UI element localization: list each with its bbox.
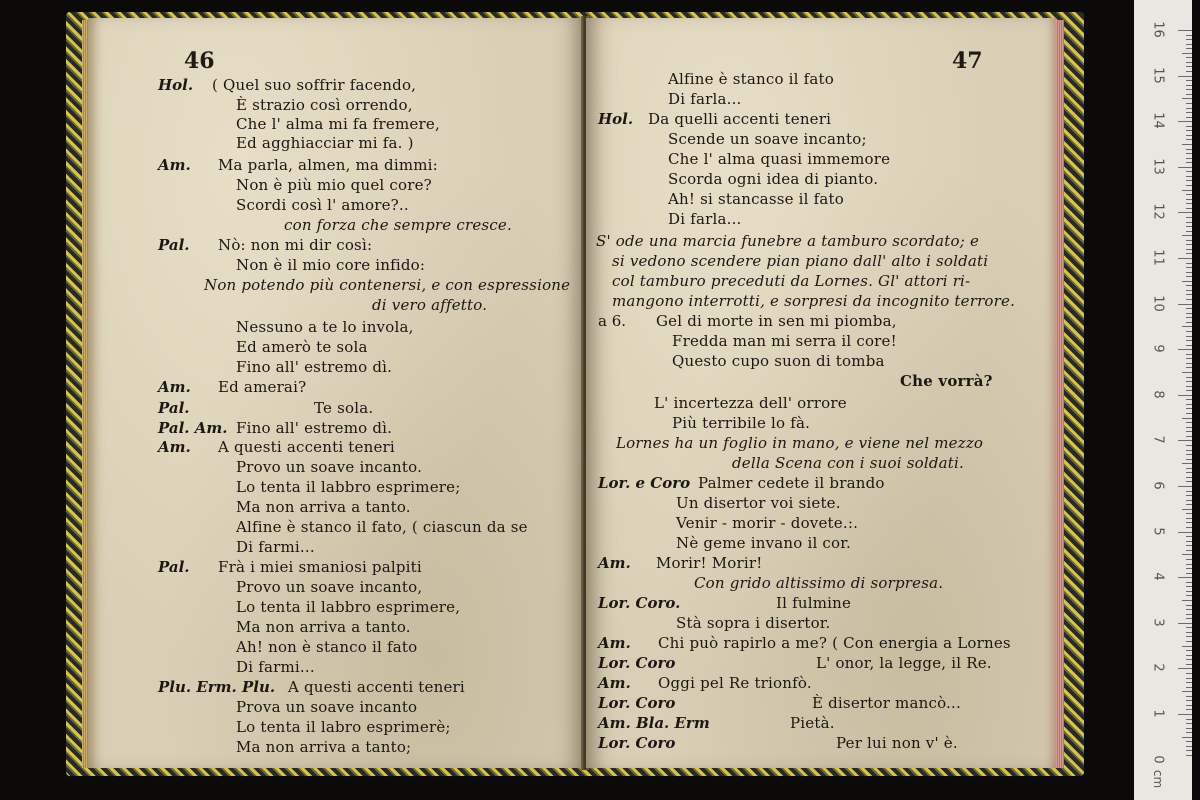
speaker-label: Lor. Coro bbox=[598, 654, 676, 672]
verse-line: Il fulmine bbox=[776, 594, 852, 612]
verse-line: mangono interrotti, e sorpresi da incognito terrore. bbox=[612, 292, 1016, 310]
verse-line: Venir - morir - dovete.:. bbox=[676, 514, 859, 532]
ruler-tick bbox=[1186, 586, 1192, 587]
ruler-tick bbox=[1186, 559, 1192, 560]
ruler-tick bbox=[1186, 518, 1192, 519]
ruler-tick bbox=[1186, 117, 1192, 118]
ruler-number: 13 bbox=[1150, 158, 1166, 175]
ruler-tick bbox=[1182, 463, 1192, 464]
ruler-tick bbox=[1186, 705, 1192, 706]
ruler-tick bbox=[1186, 340, 1192, 341]
ruler-tick bbox=[1186, 317, 1192, 318]
ruler-tick bbox=[1186, 673, 1192, 674]
ruler-tick bbox=[1186, 550, 1192, 551]
ruler-tick bbox=[1186, 381, 1192, 382]
ruler-tick bbox=[1178, 349, 1192, 350]
ruler-tick bbox=[1186, 696, 1192, 697]
verse-line: A questi accenti teneri bbox=[218, 438, 395, 456]
verse-line: Lo tenta il labbro esprimere, bbox=[236, 598, 461, 616]
verse-line: Nò: non mi dir così: bbox=[218, 236, 373, 254]
verse-line: Di farla... bbox=[668, 90, 742, 108]
ruler-tick bbox=[1186, 408, 1192, 409]
ruler-tick bbox=[1186, 564, 1192, 565]
ruler-number: 6 bbox=[1150, 481, 1166, 490]
ruler-tick bbox=[1186, 632, 1192, 633]
ruler-tick bbox=[1182, 646, 1192, 647]
ruler-tick bbox=[1186, 377, 1192, 378]
verse-line: Prova un soave incanto bbox=[236, 698, 418, 716]
ruler-tick bbox=[1186, 582, 1192, 583]
ruler-tick bbox=[1178, 486, 1192, 487]
ruler-tick bbox=[1186, 746, 1192, 747]
ruler-tick bbox=[1186, 354, 1192, 355]
verse-line: Da quelli accenti teneri bbox=[648, 110, 832, 128]
verse-line: Ed agghiacciar mi fa. ) bbox=[236, 134, 414, 152]
left-page bbox=[88, 18, 584, 768]
ruler-tick bbox=[1186, 568, 1192, 569]
speaker-label: Lor. e Coro bbox=[598, 474, 691, 492]
verse-line: Di farmi... bbox=[236, 538, 315, 556]
ruler-tick bbox=[1186, 313, 1192, 314]
speaker-label: Pal. bbox=[158, 558, 190, 576]
ruler-tick bbox=[1182, 737, 1192, 738]
ruler-tick bbox=[1186, 185, 1192, 186]
ruler-tick bbox=[1186, 345, 1192, 346]
ruler-tick bbox=[1186, 445, 1192, 446]
verse-line: Non potendo più contenersi, e con espressione bbox=[204, 276, 571, 294]
ruler-tick bbox=[1186, 664, 1192, 665]
ruler-tick bbox=[1186, 208, 1192, 209]
speaker-label: Lor. Coro bbox=[598, 694, 676, 712]
verse-line: col tamburo preceduti da Lornes. Gl' attori ri- bbox=[612, 272, 971, 290]
verse-line: Lo tenta il labbro esprimere; bbox=[236, 478, 461, 496]
speaker-label: Am. bbox=[598, 674, 631, 692]
ruler-tick bbox=[1186, 231, 1192, 232]
ruler-tick bbox=[1186, 48, 1192, 49]
ruler-number: 1 bbox=[1150, 709, 1166, 718]
verse-line: Morir! Morir! bbox=[656, 554, 763, 572]
ruler-tick bbox=[1186, 71, 1192, 72]
ruler-tick bbox=[1186, 436, 1192, 437]
ruler-tick bbox=[1186, 130, 1192, 131]
ruler-tick bbox=[1186, 290, 1192, 291]
verse-line: Alfine è stanco il fato bbox=[668, 70, 834, 88]
ruler-tick bbox=[1186, 527, 1192, 528]
ruler-tick bbox=[1186, 126, 1192, 127]
ruler-tick bbox=[1186, 240, 1192, 241]
verse-line: Ah! si stancasse il fato bbox=[668, 190, 844, 208]
ruler-number: 16 bbox=[1150, 21, 1166, 38]
speaker-label: a 6. bbox=[598, 312, 627, 330]
verse-line: Ma parla, almen, ma dimmi: bbox=[218, 156, 438, 174]
ruler-tick bbox=[1186, 427, 1192, 428]
ruler-tick bbox=[1186, 149, 1192, 150]
ruler-tick bbox=[1186, 450, 1192, 451]
verse-line: Ma non arriva a tanto. bbox=[236, 498, 411, 516]
ruler-tick bbox=[1186, 285, 1192, 286]
verse-line: Fredda man mi serra il core! bbox=[672, 332, 897, 350]
ruler-tick bbox=[1178, 532, 1192, 533]
ruler-number: 0 bbox=[1150, 754, 1166, 764]
ruler-tick bbox=[1186, 591, 1192, 592]
ruler-tick bbox=[1178, 714, 1192, 715]
speaker-label: Am. bbox=[158, 438, 191, 456]
ruler-tick bbox=[1186, 728, 1192, 729]
ruler-tick bbox=[1186, 358, 1192, 359]
ruler-number: 9 bbox=[1150, 344, 1166, 353]
verse-line: ( Quel suo soffrir facendo, bbox=[212, 76, 417, 94]
measuring-ruler bbox=[1134, 0, 1192, 800]
verse-line: Non è più mio quel core? bbox=[236, 176, 432, 194]
ruler-tick bbox=[1186, 481, 1192, 482]
ruler-number: 10 bbox=[1150, 294, 1166, 312]
ruler-tick bbox=[1186, 605, 1192, 606]
ruler-tick bbox=[1186, 66, 1192, 67]
right-page bbox=[586, 18, 1056, 768]
ruler-tick bbox=[1186, 153, 1192, 154]
ruler-tick bbox=[1186, 404, 1192, 405]
ruler-tick bbox=[1186, 222, 1192, 223]
verse-line: Di farla... bbox=[668, 210, 742, 228]
verse-line: della Scena con i suoi soldati. bbox=[732, 454, 964, 472]
ruler-tick bbox=[1186, 650, 1192, 651]
ruler-tick bbox=[1186, 495, 1192, 496]
ruler-number: 8 bbox=[1150, 390, 1166, 399]
ruler-tick bbox=[1186, 44, 1192, 45]
ruler-tick bbox=[1186, 399, 1192, 400]
ruler-number: 11 bbox=[1150, 249, 1166, 266]
ruler-tick bbox=[1186, 573, 1192, 574]
ruler-tick bbox=[1186, 477, 1192, 478]
ruler-tick bbox=[1182, 372, 1192, 373]
ruler-tick bbox=[1186, 627, 1192, 628]
verse-line: Frà i miei smaniosi palpiti bbox=[218, 558, 422, 576]
ruler-tick bbox=[1186, 545, 1192, 546]
ruler-tick bbox=[1186, 162, 1192, 163]
ruler-tick bbox=[1186, 636, 1192, 637]
verse-line: Che l' alma quasi immemore bbox=[668, 150, 891, 168]
ruler-tick bbox=[1186, 541, 1192, 542]
ruler-tick bbox=[1186, 659, 1192, 660]
ruler-tick bbox=[1178, 623, 1192, 624]
verse-line: L' incertezza dell' orrore bbox=[654, 394, 847, 412]
ruler-tick bbox=[1186, 504, 1192, 505]
speaker-label: Am. bbox=[158, 156, 191, 174]
verse-line: con forza che sempre cresce. bbox=[284, 216, 512, 234]
verse-line: Che vorrà? bbox=[900, 372, 993, 390]
ruler-tick bbox=[1186, 294, 1192, 295]
ruler-tick bbox=[1186, 272, 1192, 273]
ruler-tick bbox=[1186, 459, 1192, 460]
ruler-tick bbox=[1186, 700, 1192, 701]
ruler-tick bbox=[1186, 39, 1192, 40]
verse-line: Te sola. bbox=[314, 399, 374, 417]
verse-line: Ma non arriva a tanto; bbox=[236, 738, 412, 756]
ruler-tick bbox=[1186, 678, 1192, 679]
ruler-tick bbox=[1178, 668, 1192, 669]
verse-line: Stà sopra i disertor. bbox=[676, 614, 831, 632]
verse-line: Fino all' estremo dì. bbox=[236, 358, 393, 376]
ruler-tick bbox=[1178, 76, 1192, 77]
ruler-tick bbox=[1186, 139, 1192, 140]
verse-line: Scordi così l' amore?.. bbox=[236, 196, 409, 214]
ruler-tick bbox=[1186, 57, 1192, 58]
ruler-tick bbox=[1182, 190, 1192, 191]
speaker-label: Pal. Am. bbox=[158, 419, 228, 437]
verse-line: Provo un soave incanto, bbox=[236, 578, 423, 596]
ruler-tick bbox=[1178, 167, 1192, 168]
ruler-tick bbox=[1186, 253, 1192, 254]
ruler-tick bbox=[1186, 363, 1192, 364]
ruler-number: 4 bbox=[1150, 572, 1166, 581]
verse-line: Lo tenta il labro esprimerè; bbox=[236, 718, 451, 736]
left-page-number: 46 bbox=[184, 48, 215, 74]
verse-line: Per lui non v' è. bbox=[836, 734, 958, 752]
speaker-label: Lor. Coro. bbox=[598, 594, 681, 612]
ruler-tick bbox=[1186, 331, 1192, 332]
verse-line: Di farmi... bbox=[236, 658, 315, 676]
ruler-tick bbox=[1186, 723, 1192, 724]
ruler-tick bbox=[1186, 741, 1192, 742]
ruler-tick bbox=[1182, 418, 1192, 419]
speaker-label: Hol. bbox=[598, 110, 634, 128]
ruler-tick bbox=[1186, 468, 1192, 469]
verse-line: di vero affetto. bbox=[372, 296, 488, 314]
ruler-tick bbox=[1178, 121, 1192, 122]
verse-line: Ed amerai? bbox=[218, 378, 307, 396]
ruler-tick bbox=[1186, 62, 1192, 63]
ruler-tick bbox=[1186, 500, 1192, 501]
ruler-tick bbox=[1186, 413, 1192, 414]
ruler-tick bbox=[1182, 554, 1192, 555]
verse-line: Ed amerò te sola bbox=[236, 338, 368, 356]
ruler-tick bbox=[1186, 750, 1192, 751]
verse-line: Scorda ogni idea di pianto. bbox=[668, 170, 879, 188]
verse-line: Gel di morte in sen mi piomba, bbox=[656, 312, 897, 330]
verse-line: si vedono scendere pian piano dall' alto i soldati bbox=[612, 252, 989, 270]
ruler-number: 14 bbox=[1150, 112, 1166, 129]
verse-line: Ma non arriva a tanto. bbox=[236, 618, 411, 636]
verse-line: Nè geme invano il cor. bbox=[676, 534, 851, 552]
right-page-number: 47 bbox=[952, 48, 983, 74]
ruler-tick bbox=[1178, 212, 1192, 213]
ruler-tick bbox=[1182, 144, 1192, 145]
ruler-tick bbox=[1186, 322, 1192, 323]
ruler-tick bbox=[1182, 509, 1192, 510]
speaker-label: Plu. Erm. Plu. bbox=[158, 678, 276, 696]
verse-line: Più terribile lo fà. bbox=[672, 414, 811, 432]
ruler-tick bbox=[1178, 258, 1192, 259]
ruler-number: 7 bbox=[1150, 435, 1166, 445]
verse-line: Che l' alma mi fa fremere, bbox=[236, 115, 440, 133]
ruler-tick bbox=[1186, 176, 1192, 177]
ruler-tick bbox=[1186, 276, 1192, 277]
ruler-tick bbox=[1178, 440, 1192, 441]
speaker-label: Hol. bbox=[158, 76, 194, 94]
ruler-tick bbox=[1186, 390, 1192, 391]
ruler-number: 3 bbox=[1150, 618, 1166, 627]
verse-line: Pietà. bbox=[790, 714, 835, 732]
ruler-number: 12 bbox=[1150, 203, 1166, 221]
ruler-tick bbox=[1186, 203, 1192, 204]
ruler-tick bbox=[1186, 609, 1192, 610]
ruler-tick bbox=[1186, 682, 1192, 683]
verse-line: È disertor mancò... bbox=[812, 694, 961, 712]
ruler-number: 2 bbox=[1150, 663, 1166, 673]
verse-line: Lornes ha un foglio in mano, e viene nel mezzo bbox=[616, 434, 984, 452]
ruler-tick bbox=[1186, 267, 1192, 268]
ruler-tick bbox=[1182, 53, 1192, 54]
ruler-tick bbox=[1186, 249, 1192, 250]
ruler-unit: cm bbox=[1151, 769, 1165, 789]
verse-line: Palmer cedete il brando bbox=[698, 474, 885, 492]
ruler-tick bbox=[1186, 595, 1192, 596]
ruler-tick bbox=[1182, 235, 1192, 236]
ruler-tick bbox=[1186, 263, 1192, 264]
verse-line: Un disertor voi siete. bbox=[676, 494, 841, 512]
verse-line: S' ode una marcia funebre a tamburo scordato; e bbox=[596, 232, 980, 250]
ruler-tick bbox=[1186, 180, 1192, 181]
ruler-tick bbox=[1178, 577, 1192, 578]
ruler-tick bbox=[1186, 244, 1192, 245]
verse-line: Alfine è stanco il fato, ( ciascun da se bbox=[236, 518, 528, 536]
verse-line: Oggi pel Re trionfò. bbox=[658, 674, 812, 692]
verse-line: Chi può rapirlo a me? ( Con energia a Lornes bbox=[658, 634, 1011, 652]
ruler-tick bbox=[1186, 367, 1192, 368]
ruler-tick bbox=[1182, 600, 1192, 601]
verse-line: Fino all' estremo dì. bbox=[236, 419, 393, 437]
ruler-tick bbox=[1178, 30, 1192, 31]
ruler-tick bbox=[1182, 326, 1192, 327]
ruler-tick bbox=[1186, 94, 1192, 95]
ruler-tick bbox=[1186, 199, 1192, 200]
ruler-tick bbox=[1178, 304, 1192, 305]
ruler-tick bbox=[1186, 431, 1192, 432]
ruler-tick bbox=[1186, 308, 1192, 309]
ruler-tick bbox=[1182, 98, 1192, 99]
ruler-tick bbox=[1186, 655, 1192, 656]
speaker-label: Am. Bla. Erm bbox=[598, 714, 710, 732]
speaker-label: Pal. bbox=[158, 236, 190, 254]
ruler-tick bbox=[1186, 491, 1192, 492]
ruler-tick bbox=[1186, 112, 1192, 113]
verse-line: Questo cupo suon di tomba bbox=[672, 352, 885, 370]
verse-line: È strazio così orrendo, bbox=[236, 96, 413, 114]
verse-line: Nessuno a te lo invola, bbox=[236, 318, 414, 336]
verse-line: Provo un soave incanto. bbox=[236, 458, 423, 476]
ruler-tick bbox=[1186, 618, 1192, 619]
speaker-label: Am. bbox=[158, 378, 191, 396]
ruler-tick bbox=[1186, 135, 1192, 136]
ruler-tick bbox=[1186, 755, 1192, 756]
ruler-tick bbox=[1186, 513, 1192, 514]
ruler-tick bbox=[1186, 171, 1192, 172]
speaker-label: Am. bbox=[598, 554, 631, 572]
ruler-tick bbox=[1186, 226, 1192, 227]
ruler-tick bbox=[1186, 80, 1192, 81]
ruler-tick bbox=[1186, 422, 1192, 423]
ruler-tick bbox=[1186, 614, 1192, 615]
ruler-tick bbox=[1186, 386, 1192, 387]
speaker-label: Lor. Coro bbox=[598, 734, 676, 752]
ruler-tick bbox=[1186, 454, 1192, 455]
ruler-tick bbox=[1186, 336, 1192, 337]
ruler-tick bbox=[1186, 194, 1192, 195]
ruler-tick bbox=[1186, 709, 1192, 710]
ruler-tick bbox=[1186, 299, 1192, 300]
verse-line: Scende un soave incanto; bbox=[668, 130, 867, 148]
ruler-tick bbox=[1186, 35, 1192, 36]
verse-line: Con grido altissimo di sorpresa. bbox=[694, 574, 944, 592]
ruler-tick bbox=[1182, 691, 1192, 692]
verse-line: Ah! non è stanco il fato bbox=[236, 638, 418, 656]
ruler-tick bbox=[1186, 536, 1192, 537]
speaker-label: Am. bbox=[598, 634, 631, 652]
ruler-number: 5 bbox=[1150, 526, 1166, 536]
verse-line: L' onor, la legge, il Re. bbox=[816, 654, 992, 672]
ruler-tick bbox=[1186, 217, 1192, 218]
verse-line: A questi accenti teneri bbox=[288, 678, 465, 696]
ruler-tick bbox=[1178, 395, 1192, 396]
speaker-label: Pal. bbox=[158, 399, 190, 417]
ruler-tick bbox=[1182, 281, 1192, 282]
ruler-tick bbox=[1186, 687, 1192, 688]
ruler-number: 15 bbox=[1150, 66, 1166, 84]
verse-line: Non è il mio core infido: bbox=[236, 256, 426, 274]
ruler-tick bbox=[1186, 108, 1192, 109]
ruler-tick bbox=[1186, 85, 1192, 86]
ruler-tick bbox=[1186, 103, 1192, 104]
ruler-tick bbox=[1186, 719, 1192, 720]
ruler-tick bbox=[1186, 732, 1192, 733]
ruler-tick bbox=[1186, 89, 1192, 90]
ruler-tick bbox=[1186, 522, 1192, 523]
ruler-tick bbox=[1186, 158, 1192, 159]
ruler-tick bbox=[1186, 641, 1192, 642]
ruler-tick bbox=[1186, 472, 1192, 473]
